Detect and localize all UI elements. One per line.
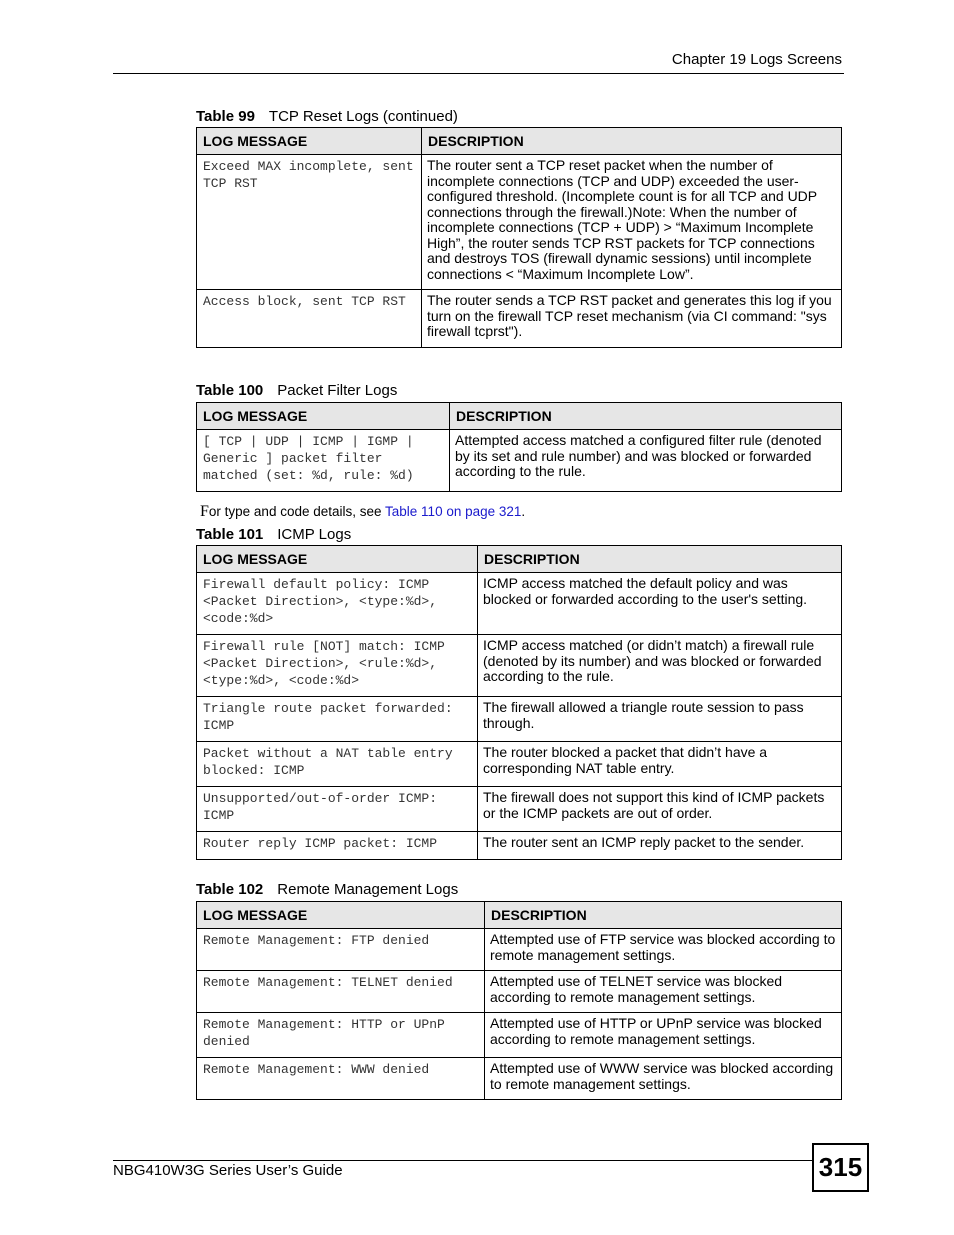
log-message-cell: Router reply ICMP packet: ICMP — [197, 832, 478, 860]
table-row — [197, 697, 842, 742]
table-row — [197, 832, 842, 860]
col-log-message: LOG MESSAGE — [197, 546, 478, 573]
table-number: Table 102 — [196, 881, 264, 898]
col-description: DESCRIPTION — [485, 902, 842, 929]
table-110-link[interactable]: Table 110 on page 321 — [385, 504, 522, 519]
description-cell: The firewall allowed a triangle route session to pass through. — [478, 697, 842, 742]
description-cell: Attempted use of TELNET service was blocked according to remote management settings. — [485, 971, 842, 1013]
table-header-row — [197, 128, 842, 155]
table-number: Table 101 — [196, 526, 264, 543]
table-title: TCP Reset Logs (continued) — [268, 108, 458, 125]
table-102-caption — [196, 881, 458, 898]
table-row — [197, 787, 842, 832]
description-cell: Attempted use of HTTP or UPnP service was blocked according to remote management settings. — [485, 1013, 842, 1058]
log-message-cell: Packet without a NAT table entry blocked: ICMP — [197, 742, 478, 787]
table-row — [197, 635, 842, 697]
col-description: DESCRIPTION — [450, 403, 842, 430]
table-99-caption — [196, 108, 458, 125]
log-message-cell: Firewall rule [NOT] match: ICMP <Packet Direction>, <rule:%d>, <type:%d>, <code:%d> — [197, 635, 478, 697]
table-row — [197, 971, 842, 1013]
log-message-cell: Remote Management: TELNET denied — [197, 971, 485, 1013]
tcp-reset-logs-table — [196, 127, 842, 348]
icmp-logs-table — [196, 545, 842, 860]
footer-rule — [113, 1160, 813, 1161]
table-row — [197, 1058, 842, 1100]
col-description: DESCRIPTION — [478, 546, 842, 573]
col-log-message: LOG MESSAGE — [197, 128, 422, 155]
table-100-caption — [196, 382, 397, 399]
description-cell: The router sent a TCP reset packet when the number of incomplete connections (TCP and UDP) exceeded the user-configured threshold. (Incomplete count is for all TCP and UDP connections through the firewall.)Note: When the number of incomplete connections (TCP + UDP) > “Maximum Incomplete High”, the router sends TCP RST packets for TCP connections and destroys TOS (firewall dynamic sessions) until incomplete connections < “Maximum Incomplete Low”. — [422, 155, 842, 290]
page-number: 315 — [812, 1143, 869, 1192]
header-rule — [113, 73, 844, 74]
log-message-cell: Firewall default policy: ICMP <Packet Direction>, <type:%d>, <code:%d> — [197, 573, 478, 635]
type-code-note — [200, 503, 525, 521]
log-message-cell: Remote Management: FTP denied — [197, 929, 485, 971]
packet-filter-logs-table — [196, 402, 842, 492]
log-message-cell: Access block, sent TCP RST — [197, 290, 422, 348]
table-header-row — [197, 546, 842, 573]
col-description: DESCRIPTION — [422, 128, 842, 155]
table-title: Packet Filter Logs — [277, 382, 398, 399]
table-row — [197, 573, 842, 635]
guide-title: NBG410W3G Series User’s Guide — [113, 1162, 343, 1179]
description-cell: Attempted use of WWW service was blocked according to remote management settings. — [485, 1058, 842, 1100]
col-log-message: LOG MESSAGE — [197, 403, 450, 430]
table-row — [197, 742, 842, 787]
log-message-cell: Remote Management: WWW denied — [197, 1058, 485, 1100]
chapter-header: Chapter 19 Logs Screens — [671, 51, 842, 68]
table-title: Remote Management Logs — [277, 881, 459, 898]
description-cell: Attempted use of FTP service was blocked according to remote management settings. — [485, 929, 842, 971]
description-cell: ICMP access matched the default policy and was blocked or forwarded according to the user's setting. — [478, 573, 842, 635]
table-number: Table 100 — [196, 382, 264, 399]
description-cell: The firewall does not support this kind of ICMP packets or the ICMP packets are out of order. — [478, 787, 842, 832]
table-row — [197, 290, 842, 348]
note-first-letter: F — [200, 503, 209, 520]
log-message-cell: Triangle route packet forwarded: ICMP — [197, 697, 478, 742]
col-log-message: LOG MESSAGE — [197, 902, 485, 929]
description-cell: Attempted access matched a configured filter rule (denoted by its set and rule number) and was blocked or forwarded according to the rule. — [450, 430, 842, 492]
log-message-cell: [ TCP | UDP | ICMP | IGMP | Generic ] packet filter matched (set: %d, rule: %d) — [197, 430, 450, 492]
note-text: or type and code details, see — [208, 504, 386, 519]
description-cell: The router blocked a packet that didn’t have a corresponding NAT table entry. — [478, 742, 842, 787]
table-row — [197, 929, 842, 971]
log-message-cell: Unsupported/out-of-order ICMP: ICMP — [197, 787, 478, 832]
table-row — [197, 1013, 842, 1058]
table-row — [197, 430, 842, 492]
table-title: ICMP Logs — [277, 526, 352, 543]
table-number: Table 99 — [196, 108, 255, 125]
remote-management-logs-table — [196, 901, 842, 1100]
log-message-cell: Remote Management: HTTP or UPnP denied — [197, 1013, 485, 1058]
table-101-caption — [196, 526, 351, 543]
description-cell: The router sends a TCP RST packet and generates this log if you turn on the firewall TCP reset mechanism (via CI command: "sys firewall tcprst"). — [422, 290, 842, 348]
description-cell: The router sent an ICMP reply packet to the sender. — [478, 832, 842, 860]
note-end: . — [521, 504, 526, 519]
table-header-row — [197, 403, 842, 430]
table-header-row — [197, 902, 842, 929]
log-message-cell: Exceed MAX incomplete, sent TCP RST — [197, 155, 422, 290]
description-cell: ICMP access matched (or didn’t match) a firewall rule (denoted by its number) and was blocked or forwarded according to the rule. — [478, 635, 842, 697]
table-row — [197, 155, 842, 290]
